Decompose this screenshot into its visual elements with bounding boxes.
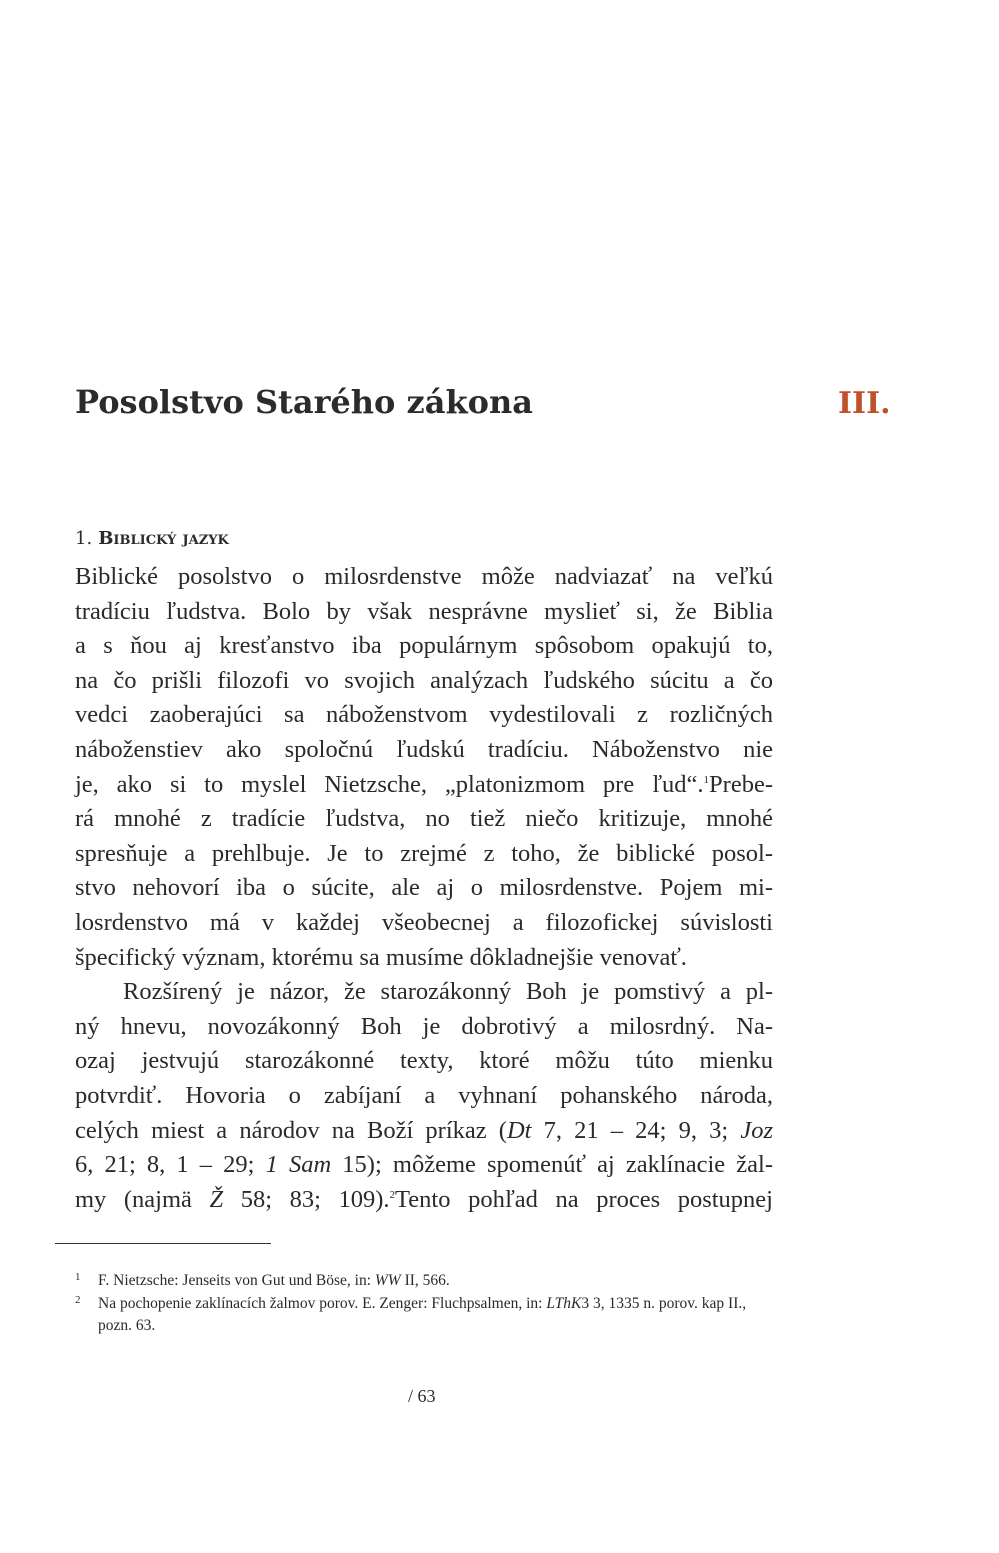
footnote-divider	[55, 1243, 271, 1244]
footnote-italic: LThK	[546, 1294, 582, 1312]
footnote-text: II, 566.	[400, 1272, 450, 1289]
text-line: potvrdiť. Hovoria o zabíjaní a vyhnaní pohanského národa,	[75, 1081, 773, 1109]
text-segment: celých miest a národov na Boží príkaz (	[75, 1116, 507, 1144]
text-line	[75, 1114, 773, 1149]
text-line: na čo prišli filozofi vo svojich analýzach ľudského súcitu a čo	[75, 666, 773, 694]
text-line: a s ňou aj kresťanstvo iba populárnym spôsobom opakujú to,	[75, 632, 773, 660]
text-line: spresňuje a prehlbuje. Je to zrejmé z toho, že biblické posol-	[75, 839, 773, 867]
footnote-number: 1	[75, 1271, 81, 1283]
chapter-title: Posolstvo Starého zákona	[75, 383, 533, 421]
footnote-italic: WW	[374, 1272, 401, 1289]
text-line: ný hnevu, novozákonný Boh je dobrotivý a milosrdný. Na-	[75, 1012, 773, 1040]
paragraph-1	[75, 560, 773, 975]
text-line: rá mnohé z tradície ľudstva, no tiež niečo kritizuje, mnohé	[75, 805, 773, 833]
text-line: náboženstiev ako spoločnú ľudskú tradíciu. Náboženstvo nie	[75, 735, 773, 763]
text-line	[75, 1183, 773, 1218]
text-segment: my (najmä	[75, 1185, 210, 1213]
section-heading	[75, 528, 229, 549]
text-line	[75, 1148, 773, 1183]
text-line: vedci zaoberajúci sa náboženstvom vydestilovali z rozličných	[75, 701, 773, 729]
text-segment: 15); môžeme spomenúť aj zaklínacie žal-	[331, 1151, 773, 1179]
text-line: Biblické posolstvo o milosrdenstve môže nadviazať na veľkú	[75, 563, 773, 590]
text-segment: Prebe-	[709, 770, 773, 798]
text-line: losrdenstvo má v každej všeobecnej a filozofickej súvislosti	[75, 908, 773, 936]
footnote-ref-1[interactable]: 1	[703, 773, 710, 786]
section-number: 1.	[75, 528, 93, 549]
citation-dt: Dt	[506, 1116, 532, 1144]
paragraph-2	[75, 975, 773, 1217]
text-segment: 58; 83; 109).	[223, 1185, 390, 1213]
footnote-text: Na pochopenie zaklínacích žalmov porov. E. Zenger: Fluchpsalmen, in:	[98, 1294, 547, 1312]
text-segment: Tento pohľad na proces postupnej	[395, 1185, 773, 1213]
chapter-number: III.	[838, 386, 891, 421]
text-line	[75, 768, 773, 803]
text-line: špecifický význam, ktorému sa musíme dôkladnejšie venovať.	[75, 943, 687, 971]
text-segment: 6, 21; 8, 1 – 29;	[75, 1151, 266, 1179]
footnote-text: 3 3, 1335 n. porov. kap II., pozn. 63.	[98, 1294, 747, 1334]
text-segment: je, ako si to myslel Nietzsche, „platonizmom pre ľud“.	[75, 770, 704, 798]
page-number: / 63	[408, 1386, 436, 1406]
text-line: ozaj jestvujú starozákonné texty, ktoré môžu túto mienku	[75, 1047, 773, 1075]
citation-joz: Joz	[740, 1116, 773, 1144]
body-text	[75, 560, 773, 1217]
footnote-2	[75, 1293, 775, 1338]
text-line: tradíciu ľudstva. Bolo by však nesprávne myslieť si, že Biblia	[75, 597, 773, 625]
footnote-text: F. Nietzsche: Jenseits von Gut und Böse, in:	[98, 1272, 375, 1289]
citation-sam: 1 Sam	[265, 1151, 332, 1179]
section-title: Biblický jazyk	[98, 528, 229, 549]
footnotes	[75, 1270, 775, 1338]
footnote-1	[75, 1270, 775, 1293]
text-segment: 7, 21 – 24; 9, 3;	[531, 1116, 741, 1144]
footnote-ref-2[interactable]: 2	[389, 1188, 396, 1201]
text-line: Rozšírený je názor, že starozákonný Boh je pomstivý a pl-	[123, 978, 773, 1006]
text-line: stvo nehovorí iba o súcite, ale aj o milosrdenstve. Pojem mi-	[75, 874, 773, 902]
footnote-number: 2	[75, 1293, 81, 1306]
citation-z: Ž	[209, 1185, 224, 1213]
